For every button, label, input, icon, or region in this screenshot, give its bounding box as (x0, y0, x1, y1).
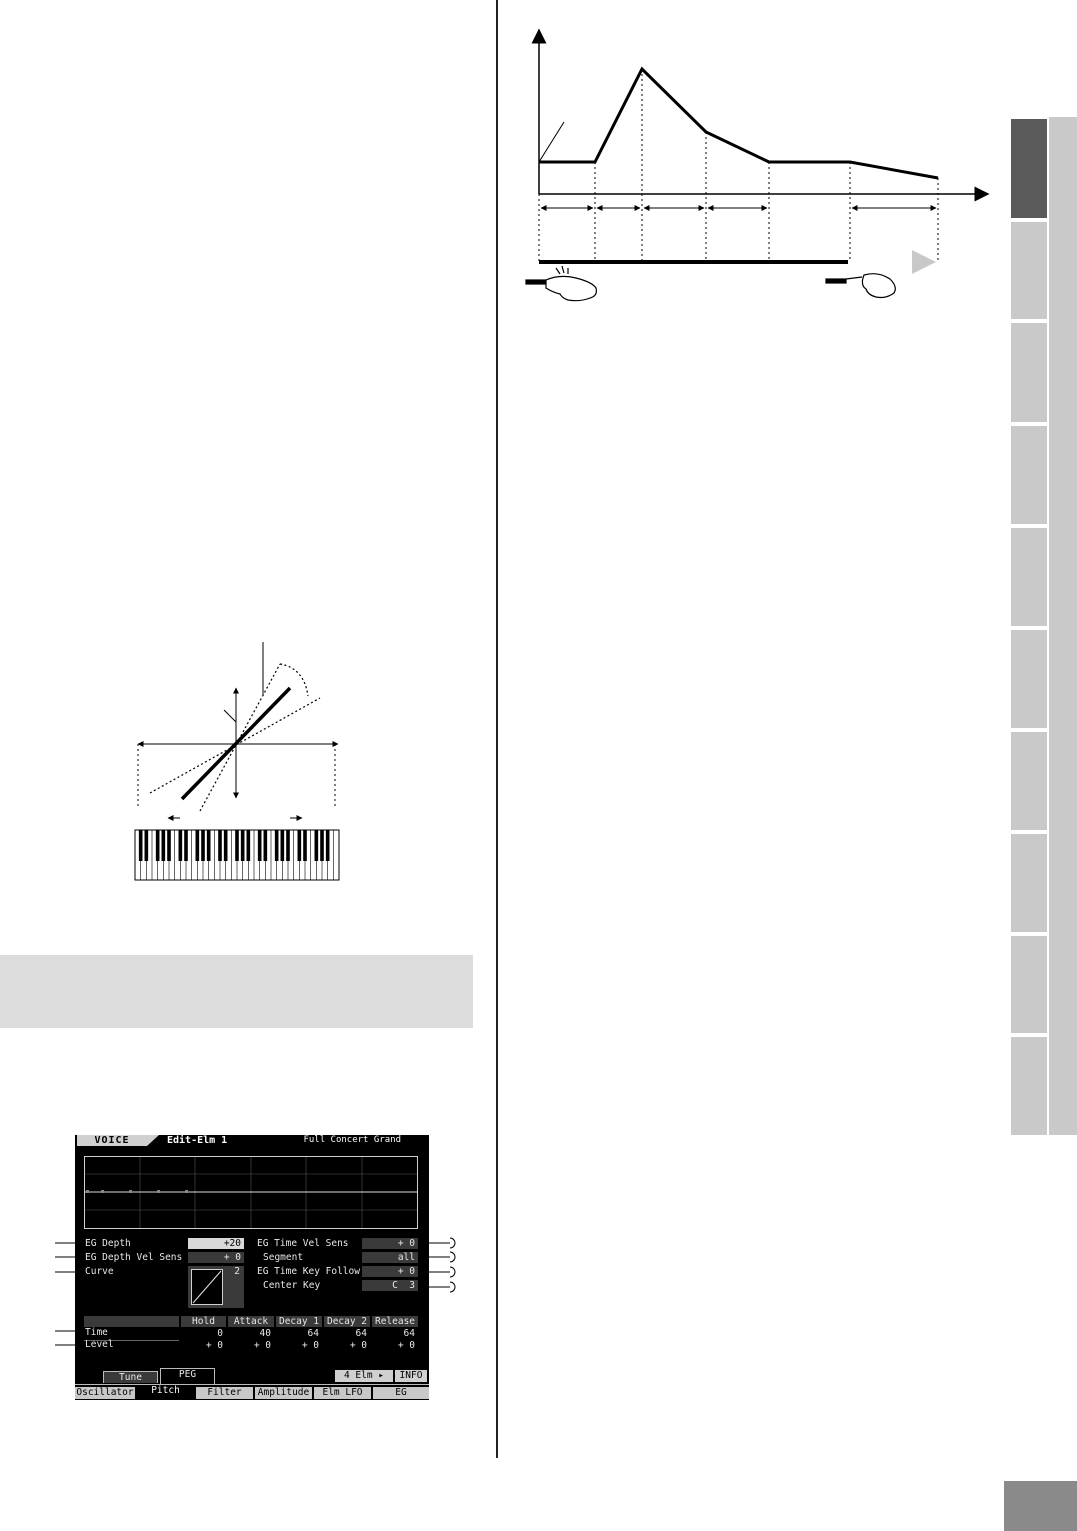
page-number-box (1004, 1481, 1077, 1531)
col-release: Release (372, 1316, 418, 1327)
curve-value: 2 (234, 1266, 240, 1277)
side-tab-9 (1011, 934, 1047, 1033)
segment-guides (539, 69, 938, 262)
elm-button[interactable]: 4 Elm ▸ (335, 1370, 393, 1382)
col-decay1: Decay 1 (276, 1316, 322, 1327)
center-key-value[interactable]: C 3 (362, 1280, 418, 1291)
side-tab-3 (1011, 321, 1047, 422)
tab-tune[interactable]: Tune (103, 1371, 158, 1383)
key-follow-diagram (130, 636, 350, 886)
level-label: Level (85, 1339, 114, 1350)
header-notch (147, 1135, 159, 1146)
eg-depth-value[interactable]: +20 (188, 1238, 244, 1249)
col-hold: Hold (181, 1316, 226, 1327)
black-key (156, 830, 160, 861)
black-key (315, 830, 319, 861)
tab-pitch[interactable]: Pitch (135, 1385, 194, 1399)
eg-depth-label: EG Depth (85, 1238, 131, 1249)
pitch-eg-diagram (520, 20, 1000, 305)
voice-name: Full Concert Grand (303, 1135, 401, 1145)
black-key (241, 830, 245, 861)
side-tab-strip (1049, 117, 1077, 1135)
time-decay1[interactable]: 64 (307, 1328, 319, 1339)
black-key (145, 830, 149, 861)
black-key (326, 830, 330, 861)
black-key (320, 830, 324, 861)
keyboard-image (135, 830, 339, 880)
black-key (264, 830, 268, 861)
segment-value[interactable]: all (362, 1252, 418, 1263)
black-key (235, 830, 239, 861)
time-hold[interactable]: 0 (217, 1328, 223, 1339)
envelope-line (539, 69, 938, 178)
column-divider (496, 0, 498, 1458)
black-key (196, 830, 200, 861)
time-attack[interactable]: 40 (259, 1328, 271, 1339)
black-key (224, 830, 228, 861)
edit-title: Edit-Elm 1 (167, 1135, 228, 1146)
time-label: Time (85, 1327, 108, 1338)
col-decay2: Decay 2 (324, 1316, 370, 1327)
black-key (201, 830, 205, 861)
black-key (247, 830, 251, 861)
center-key-label: Center Key (263, 1280, 321, 1291)
side-tab-10 (1011, 1035, 1047, 1135)
side-tab-6 (1011, 628, 1047, 728)
black-key (184, 830, 188, 861)
tab-filter[interactable]: Filter (194, 1387, 253, 1399)
level-attack[interactable]: + 0 (253, 1340, 271, 1351)
side-tab-5 (1011, 526, 1047, 626)
label-pointer (224, 710, 236, 722)
black-key (281, 830, 285, 861)
side-tab-8 (1011, 832, 1047, 932)
peg-graph[interactable] (84, 1156, 418, 1229)
tab-amplitude[interactable]: Amplitude (253, 1387, 312, 1399)
tab-eg[interactable]: EG (371, 1387, 429, 1399)
callout-lines (55, 1230, 460, 1360)
time-decay2[interactable]: 64 (355, 1328, 367, 1339)
segment-label: Segment (263, 1252, 304, 1263)
side-tab-1 (1011, 117, 1047, 218)
eg-time-key-follow-value[interactable]: + 0 (362, 1266, 418, 1277)
eg-time-vel-sens-value[interactable]: + 0 (362, 1238, 418, 1249)
black-key (303, 830, 307, 861)
key-on-hand-icon (526, 266, 596, 301)
level-decay1[interactable]: + 0 (301, 1340, 319, 1351)
level-decay2[interactable]: + 0 (349, 1340, 367, 1351)
side-tab-4 (1011, 424, 1047, 524)
black-key (207, 830, 211, 861)
black-key (162, 830, 166, 861)
col-attack: Attack (228, 1316, 274, 1327)
alt-slope-lines (150, 664, 320, 811)
level-release[interactable]: + 0 (397, 1340, 415, 1351)
section-heading-band (0, 955, 473, 1028)
tab-oscillator[interactable]: Oscillator (76, 1387, 134, 1398)
info-button[interactable]: INFO (395, 1370, 427, 1382)
level-pointer (539, 122, 564, 162)
key-off-hand-icon (826, 274, 895, 298)
black-key (218, 830, 222, 861)
black-key (167, 830, 171, 861)
side-tab-7 (1011, 730, 1047, 830)
lcd-header (75, 1135, 429, 1146)
mode-label: VOICE (77, 1135, 147, 1146)
subtab-baseline (75, 1384, 429, 1385)
black-key (275, 830, 279, 861)
time-release[interactable]: 64 (403, 1328, 415, 1339)
level-hold[interactable]: + 0 (205, 1340, 223, 1351)
eg-depth-vel-sens-value[interactable]: + 0 (188, 1252, 244, 1263)
black-key (258, 830, 262, 861)
curve-label: Curve (85, 1266, 114, 1277)
tab-elm-lfo[interactable]: Elm LFO (312, 1387, 371, 1399)
side-tab-2 (1011, 220, 1047, 319)
black-key (286, 830, 290, 861)
black-key (179, 830, 183, 861)
eg-depth-vel-sens-label: EG Depth Vel Sens (85, 1252, 183, 1263)
eg-time-vel-sens-label: EG Time Vel Sens (257, 1238, 349, 1249)
black-key (139, 830, 143, 861)
eg-time-key-follow-label: EG Time Key Follow (257, 1266, 360, 1277)
tab-peg[interactable]: PEG (160, 1368, 215, 1384)
black-key (298, 830, 302, 861)
